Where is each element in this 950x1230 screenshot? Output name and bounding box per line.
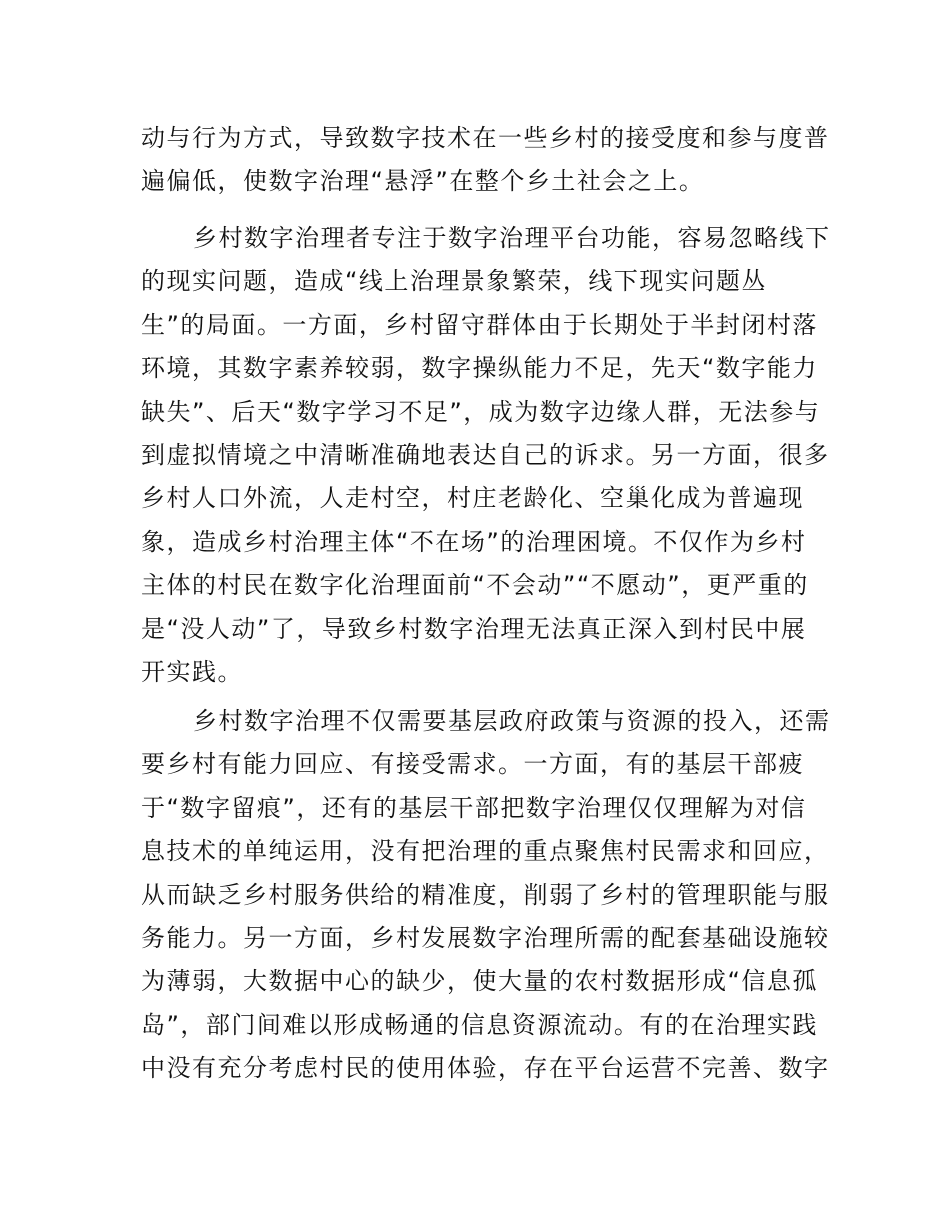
paragraph-3 — [141, 700, 831, 1091]
text-line: 为薄弱，大数据中心的缺少，使大量的农村数据形成“信息孤 — [141, 967, 818, 996]
text-line: 乡村数字治理不仅需要基层政府政策与资源的投入，还需 — [193, 707, 831, 735]
text-line: 开实践。 — [141, 657, 243, 686]
text-line: 岛”，部门间难以形成畅通的信息资源流动。有的在治理实践 — [141, 1010, 818, 1039]
text-line: 从而缺乏乡村服务供给的精准度，削弱了乡村的管理职能与服 — [141, 880, 830, 909]
text-line: 缺失”、后天“数字学习不足”，成为数字边缘人群，无法参与 — [141, 397, 821, 426]
text-line: 中没有充分考虑村民的使用体验，存在平台运营不完善、数字 — [141, 1054, 830, 1083]
text-line: 务能力。另一方面，乡村发展数字治理所需的配套基础设施较 — [141, 923, 830, 952]
paragraph-1 — [141, 117, 830, 204]
text-line: 是“没人动”了，导致乡村数字治理无法真正深入到村民中展 — [141, 614, 807, 643]
text-line: 到虚拟情境之中清晰准确地表达自己的诉求。另一方面，很多 — [141, 440, 830, 469]
text-line: 遍偏低，使数字治理“悬浮”在整个乡土社会之上。 — [141, 167, 705, 196]
paragraph-2 — [141, 217, 831, 694]
text-line: 乡村人口外流，人走村空，村庄老龄化、空巢化成为普遍现 — [141, 484, 804, 513]
text-line: 的现实问题，造成“线上治理景象繁荣，线下现实问题丛 — [141, 267, 767, 296]
text-line: 主体的村民在数字化治理面前“不会动”“不愿动”，更严重的 — [141, 571, 809, 600]
text-line: 乡村数字治理者专注于数字治理平台功能，容易忽略线下 — [193, 224, 831, 252]
text-line: 象，造成乡村治理主体“不在场”的治理困境。不仅作为乡村 — [141, 527, 807, 556]
text-line: 要乡村有能力回应、有接受需求。一方面，有的基层干部疲 — [141, 750, 804, 779]
text-line: 环境，其数字素养较弱，数字操纵能力不足，先天“数字能力 — [141, 354, 818, 383]
text-line: 生”的局面。一方面，乡村留守群体由于长期处于半封闭村落 — [141, 310, 818, 339]
text-line: 于“数字留痕”，还有的基层干部把数字治理仅仅理解为对信 — [141, 793, 807, 822]
text-line: 动与行为方式，导致数字技术在一些乡村的接受度和参与度普 — [141, 124, 830, 152]
text-line: 息技术的单纯运用，没有把治理的重点聚焦村民需求和回应， — [141, 837, 830, 866]
